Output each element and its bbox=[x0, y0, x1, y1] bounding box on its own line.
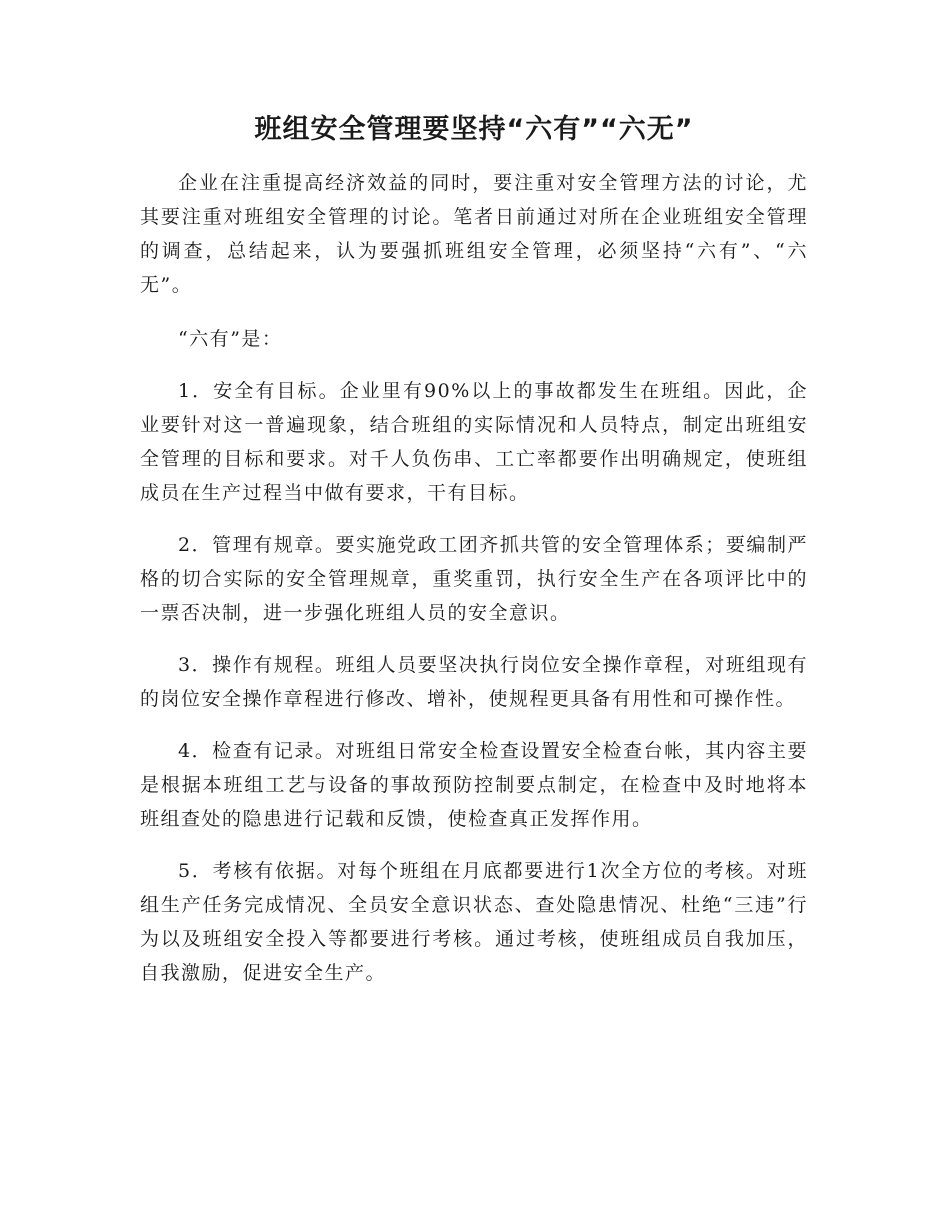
section-label-six-haves: “六有”是： bbox=[178, 328, 283, 350]
list-item-3: 3．操作有规程。班组人员要坚决执行岗位安全操作章程，对班组现有的岗位安全操作章程进行修改、增补，使规程更具备有用性和可操作性。 bbox=[140, 654, 808, 710]
list-item-5: 5．考核有依据。对每个班组在月底都要进行1次全方位的考核。对班组生产任务完成情况、全员安全意识状态、查处隐患情况、杜绝“三违”行为以及班组安全投入等都要进行考核。通过考核，使班组成员自我加压，自我激励，促进安全生产。 bbox=[140, 860, 808, 984]
list-item-4: 4．检查有记录。对班组日常安全检查设置安全检查台帐，其内容主要是根据本班组工艺与设备的事故预防控制要点制定，在检查中及时地将本班组查处的隐患进行记载和反馈，使检查真正发挥作用。 bbox=[140, 740, 808, 830]
list-item-1: 1．安全有目标。企业里有90%以上的事故都发生在班组。因此，企业要针对这一普遍现象，结合班组的实际情况和人员特点，制定出班组安全管理的目标和要求。对千人负伤串、工亡率都要作出明确规定，使班组成员在生产过程当中做有要求，干有目标。 bbox=[140, 380, 808, 504]
intro-paragraph: 企业在注重提高经济效益的同时，要注重对安全管理方法的讨论，尤其要注重对班组安全管理的讨论。笔者日前通过对所在企业班组安全管理的调查，总结起来，认为要强抓班组安全管理，必须坚持“六有”、“六无”。 bbox=[140, 172, 808, 296]
document-title: 班组安全管理要坚持“六有”“六无” bbox=[254, 114, 694, 145]
list-item-2: 2．管理有规章。要实施党政工团齐抓共管的安全管理体系；要编制严格的切合实际的安全管理规章，重奖重罚，执行安全生产在各项评比中的一票否决制，进一步强化班组人员的安全意识。 bbox=[140, 534, 808, 624]
document-page bbox=[140, 108, 808, 1008]
